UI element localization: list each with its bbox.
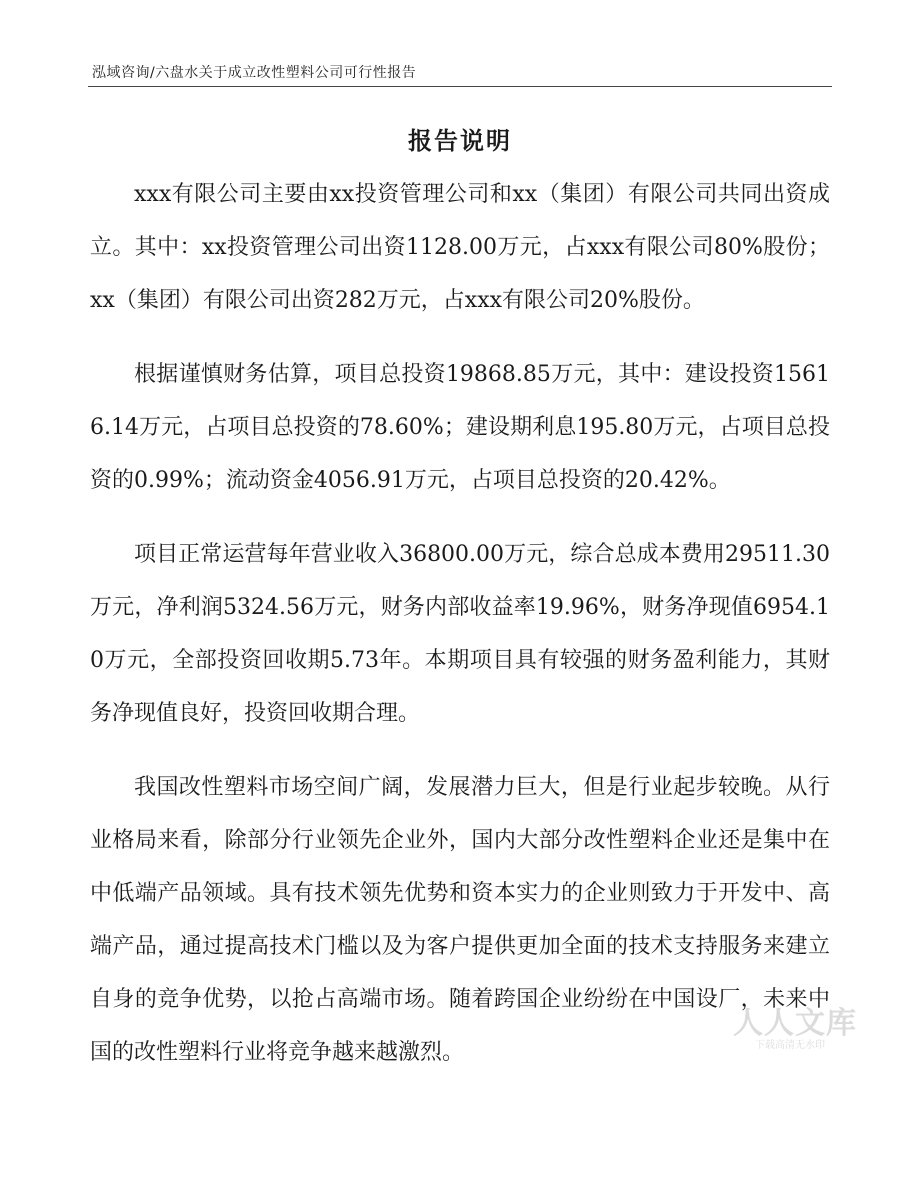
document-title: 报告说明 bbox=[408, 127, 512, 155]
running-header: 泓域咨询/六盘水关于成立改性塑料公司可行性报告 bbox=[92, 65, 417, 81]
header-divider bbox=[88, 86, 832, 87]
paragraph-shareholders: xxx有限公司主要由xx投资管理公司和xx（集团）有限公司共同出资成立。其中：xx投资管理公司出资1128.00万元，占xxx有限公司80%股份；xx（集团）有限公司出资282万元，占xxx有限公司20%股份。 bbox=[90, 182, 830, 313]
paragraph-investment: 根据谨慎财务估算，项目总投资19868.85万元，其中：建设投资15616.14万元，占项目总投资的78.60%；建设期利息195.80万元，占项目总投资的0.99%；流动资金4056.91万元，占项目总投资的20.42%。 bbox=[90, 362, 830, 493]
document-body bbox=[90, 168, 830, 1100]
watermark-logo bbox=[733, 998, 857, 1051]
paragraph-market: 我国改性塑料市场空间广阔，发展潜力巨大，但是行业起步较晚。从行业格局来看，除部分行业领先企业外，国内大部分改性塑料企业还是集中在中低端产品领域。具有技术领先优势和资本实力的企业则致力于开发中、高端产品，通过提高技术门槛以及为客户提供更加全面的技术支持服务来建立自身的竞争优势，以抢占高端市场。随着跨国企业纷纷在中国设厂，未来中国的改性塑料行业将竞争越来越激烈。 bbox=[90, 775, 830, 1065]
watermark-text: 人人文库 bbox=[733, 1006, 857, 1041]
watermark-subtext: 下载高清无水印 bbox=[755, 1040, 825, 1051]
paragraph-financials: 项目正常运营每年营业收入36800.00万元，综合总成本费用29511.30万元，净利润5324.56万元，财务内部收益率19.96%，财务净现值6954.10万元，全部投资回收期5.73年。本期项目具有较强的财务盈利能力，其财务净现值良好，投资回收期合理。 bbox=[90, 542, 830, 726]
